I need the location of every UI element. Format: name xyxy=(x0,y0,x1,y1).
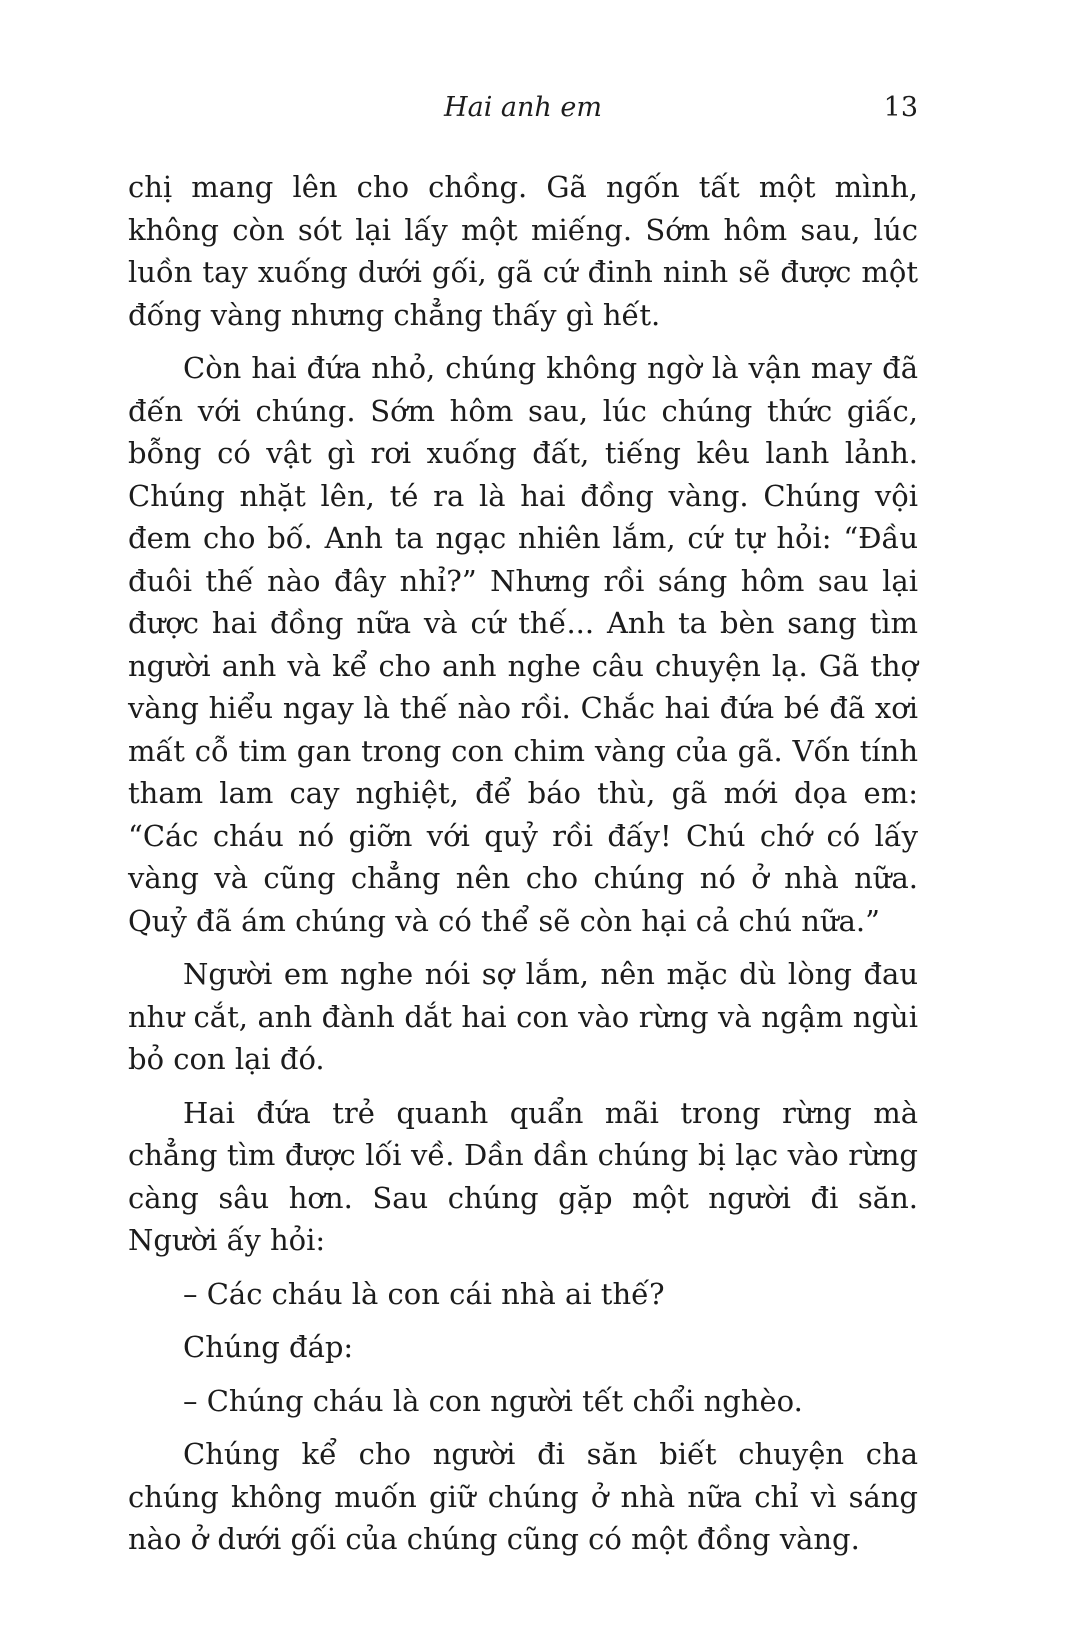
running-title: Hai anh em xyxy=(444,92,602,123)
running-header xyxy=(128,88,918,128)
body-text xyxy=(128,166,918,1572)
paragraph-5: Chúng kể cho người đi săn biết chuyện cha chúng không muốn giữ chúng ở nhà nữa chỉ vì sáng nào ở dưới gối của chúng cũng có một đồng vàng. xyxy=(128,1437,918,1556)
dialogue-line-2: – Chúng cháu là con người tết chổi nghèo. xyxy=(183,1383,803,1418)
paragraph-3: Người em nghe nói sợ lắm, nên mặc dù lòng đau như cắt, anh đành dắt hai con vào rừng và ngậm ngùi bỏ con lại đó. xyxy=(128,957,918,1076)
paragraph-1: chị mang lên cho chồng. Gã ngốn tất một mình, không còn sót lại lấy một miếng. Sớm hôm sau, lúc luồn tay xuống dưới gối, gã cứ đinh ninh sẽ được một đống vàng nhưng chẳng thấy gì hết. xyxy=(128,170,918,332)
page-number: 13 xyxy=(883,92,918,123)
paragraph-4: Hai đứa trẻ quanh quẩn mãi trong rừng mà chẳng tìm được lối về. Dần dần chúng bị lạc vào rừng càng sâu hơn. Sau chúng gặp một người đi săn. Người ấy hỏi: xyxy=(128,1095,918,1257)
paragraph-2: Còn hai đứa nhỏ, chúng không ngờ là vận may đã đến với chúng. Sớm hôm sau, lúc chúng thức giấc, bỗng có vật gì rơi xuống đất, tiếng kêu lanh lảnh. Chúng nhặt lên, té ra là hai đồng vàng. Chúng vội đem cho bố. Anh ta ngạc nhiên lắm, cứ tự hỏi: “Đầu đuôi thế nào đây nhỉ?” Nhưng rồi sáng hôm sau lại được hai đồng nữa và cứ thế... Anh ta bèn sang tìm người anh và kể cho anh nghe câu chuyện lạ. Gã thợ vàng hiểu ngay là thế nào rồi. Chắc hai đứa bé đã xơi mất cỗ tim gan trong con chim vàng của gã. Vốn tính tham lam cay nghiệt, để báo thù, gã mới dọa em: “Các cháu nó giỡn với quỷ rồi đấy! Chú chớ có lấy vàng và cũng chẳng nên cho chúng nó ở nhà nữa. Quỷ đã ám chúng và có thể sẽ còn hại cả chú nữa.” xyxy=(128,351,918,938)
dialogue-line-1: – Các cháu là con cái nhà ai thế? xyxy=(183,1276,665,1311)
dialogue-intro: Chúng đáp: xyxy=(183,1330,354,1364)
